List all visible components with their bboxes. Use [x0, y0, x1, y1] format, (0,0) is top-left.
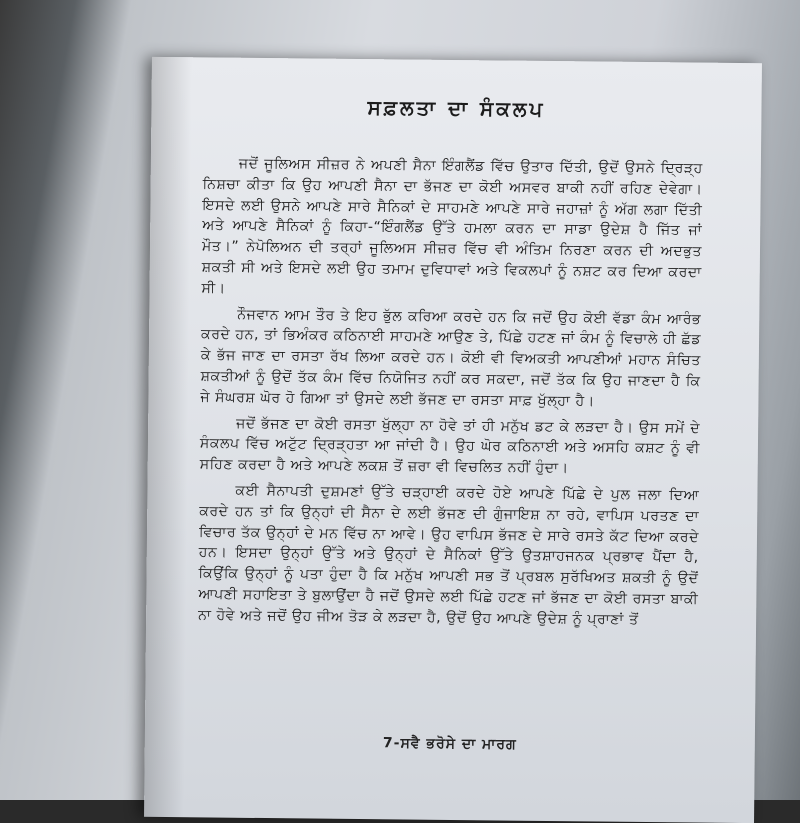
paragraph-2: ਨੌਜਵਾਨ ਆਮ ਤੌਰ ਤੇ ਇਹ ਭੁੱਲ ਕਰਿਆ ਕਰਦੇ ਹਨ ਕਿ ਜਦੋਂ ਉਹ ਕੋਈ ਵੱਡਾ ਕੰਮ ਆਰੰਭ ਕਰਦੇ ਹਨ, ਤਾਂ ਭਿਅੰਕਰ ਕਠਿਨਾਈ ਸਾਹਮਣੇ ਆਉਣ ਤੇ, ਪਿੱਛੇ ਹਟਣ ਜਾਂ ਕੰਮ ਨੂੰ ਵਿਚਾਲੇ ਹੀ ਛੱਡ ਕੇ ਭੱਜ ਜਾਣ ਦਾ ਰਸਤਾ ਰੱਖ ਲਿਆ ਕਰਦੇ ਹਨ। ਕੋਈ ਵੀ ਵਿਅਕਤੀ ਆਪਣੀਆਂ ਮਹਾਨ ਸੰਚਿਤ ਸ਼ਕਤੀਆਂ ਨੂੰ ਉਦੋਂ ਤੱਕ ਕੰਮ ਵਿੱਚ ਨਿਯੋਜਿਤ ਨਹੀਂ ਕਰ ਸਕਦਾ, ਜਦੋਂ ਤੱਕ ਕਿ ਉਹ ਜਾਣਦਾ ਹੈ ਕਿ ਜੇ ਸੰਘਰਸ਼ ਘੋਰ ਹੋ ਗਿਆ ਤਾਂ ਉਸਦੇ ਲਈ ਭੱਜਣ ਦਾ ਰਸਤਾ ਸਾਫ਼ ਖੁੱਲ੍ਹਾ ਹੈ। [200, 306, 702, 410]
page-gutter-shadow [144, 57, 192, 817]
page-title: ਸਫ਼ਲਤਾ ਦਾ ਸੰਕਲਪ [367, 95, 546, 121]
book-page [144, 57, 762, 823]
paragraph-1: ਜਦੋਂ ਜੂਲਿਅਸ ਸੀਜ਼ਰ ਨੇ ਅਪਣੀ ਸੈਨਾ ਇੰਗਲੈਂਡ ਵਿੱਚ ਉਤਾਰ ਦਿੱਤੀ, ਉਦੋਂ ਉਸਨੇ ਦ੍ਰਿੜ੍ਹ ਨਿਸ਼ਚਾ ਕੀਤਾ ਕਿ ਉਹ ਆਪਣੀ ਸੈਨਾ ਦਾ ਭੱਜਣ ਦਾ ਕੋਈ ਅਸਵਰ ਬਾਕੀ ਨਹੀਂ ਰਹਿਣ ਦੇਵੇਗਾ। ਇਸਦੇ ਲਈ ਉਸਨੇ ਆਪਣੇ ਸਾਰੇ ਸੈਨਿਕਾਂ ਦੇ ਸਾਹਮਣੇ ਆਪਣੇ ਸਾਰੇ ਜਹਾਜ਼ਾਂ ਨੂੰ ਅੱਗ ਲਗਾ ਦਿੱਤੀ ਅਤੇ ਆਪਣੇ ਸੈਨਿਕਾਂ ਨੂੰ ਕਿਹਾ-“ਇੰਗਲੈਂਡ ਉੱਤੇ ਹਮਲਾ ਕਰਨ ਦਾ ਸਾਡਾ ਉਦੇਸ਼ ਹੈ ਜਿੱਤ ਜਾਂ ਮੌਤ।” ਨੇਪੋਲਿਅਨ ਦੀ ਤਰ੍ਹਾਂ ਜੂਲਿਅਸ ਸੀਜ਼ਰ ਵਿੱਚ ਵੀ ਅੰਤਿਮ ਨਿਰਣਾ ਕਰਨ ਦੀ ਅਦਭੁਤ ਸ਼ਕਤੀ ਸੀ ਅਤੇ ਇਸਦੇ ਲਈ ਉਹ ਤਮਾਮ ਦੁਵਿਧਾਵਾਂ ਅਤੇ ਵਿਕਲਪਾਂ ਨੂੰ ਨਸ਼ਟ ਕਰ ਦਿਆ ਕਰਦਾ ਸੀ। [201, 155, 703, 297]
paragraph-3: ਜਦੋਂ ਭੱਜਣ ਦਾ ਕੋਈ ਰਸਤਾ ਖੁੱਲ੍ਹਾ ਨਾ ਹੋਵੇ ਤਾਂ ਹੀ ਮਨੁੱਖ ਡਟ ਕੇ ਲੜਦਾ ਹੈ। ਉਸ ਸਮੇਂ ਦੇ ਸੰਕਲਪ ਵਿੱਚ ਅਟੁੱਟ ਦ੍ਰਿੜ੍ਹਤਾ ਆ ਜਾਂਦੀ ਹੈ। ਉਹ ਘੋਰ ਕਠਿਨਾਈ ਅਤੇ ਅਸਹਿ ਕਸ਼ਟ ਨੂੰ ਵੀ ਸਹਿਣ ਕਰਦਾ ਹੈ ਅਤੇ ਆਪਣੇ ਲਕਸ਼ ਤੋਂ ਜ਼ਰਾ ਵੀ ਵਿਚਲਿਤ ਨਹੀਂ ਹੁੰਦਾ। [199, 415, 701, 477]
paragraph-4: ਕਈ ਸੈਨਾਪਤੀ ਦੁਸ਼ਮਣਾਂ ਉੱਤੇ ਚੜ੍ਹਾਈ ਕਰਦੇ ਹੋਏ ਆਪਣੇ ਪਿੱਛੇ ਦੇ ਪੁਲ ਜਲਾ ਦਿਆ ਕਰਦੇ ਹਨ ਤਾਂ ਕਿ ਉਨ੍ਹਾਂ ਦੀ ਸੈਨਾ ਦੇ ਲਈ ਭੱਜਣ ਦੀ ਗੁੰਜਾਇਸ਼ ਨਾ ਰਹੇ, ਵਾਪਿਸ ਪਰਤਣ ਦਾ ਵਿਚਾਰ ਤੱਕ ਉਨ੍ਹਾਂ ਦੇ ਮਨ ਵਿੱਚ ਨਾ ਆਵੇ। ਉਹ ਵਾਪਿਸ ਭੱਜਣ ਦੇ ਸਾਰੇ ਰਸਤੇ ਕੱਟ ਦਿਆ ਕਰਦੇ ਹਨ। ਇਸਦਾ ਉਨ੍ਹਾਂ ਉੱਤੇ ਅਤੇ ਉਨ੍ਹਾਂ ਦੇ ਸੈਨਿਕਾਂ ਉੱਤੇ ਉਤਸ਼ਾਹਜਨਕ ਪ੍ਰਭਾਵ ਪੈਂਦਾ ਹੈ, ਕਿਉਂਕਿ ਉਨ੍ਹਾਂ ਨੂੰ ਪਤਾ ਹੁੰਦਾ ਹੈ ਕਿ ਮਨੁੱਖ ਆਪਣੀ ਸਭ ਤੋਂ ਪ੍ਰਬਲ ਸੁਰੱਖਿਅਤ ਸ਼ਕਤੀ ਨੂੰ ਉਦੋਂ ਆਪਣੀ ਸਹਾਇਤਾ ਤੇ ਬੁਲਾਉਂਦਾ ਹੈ ਜਦੋਂ ਉਸਦੇ ਲਈ ਪਿੱਛੇ ਹਟਣ ਜਾਂ ਭੱਜਣ ਦਾ ਕੋਈ ਰਸਤਾ ਬਾਕੀ ਨਾ ਹੋਵੇ ਅਤੇ ਜਦੋਂ ਉਹ ਜੀਅ ਤੋੜ ਕੇ ਲੜਦਾ ਹੈ, ਉਦੋਂ ਉਹ ਆਪਣੇ ਉਦੇਸ਼ ਨੂੰ ਪ੍ਰਾਣਾਂ ਤੋਂ [198, 482, 700, 628]
page-body [198, 153, 703, 636]
page-footer: 7-ਸਵੈ ਭਰੋਸੇ ਦਾ ਮਾਰਗ [382, 735, 517, 753]
